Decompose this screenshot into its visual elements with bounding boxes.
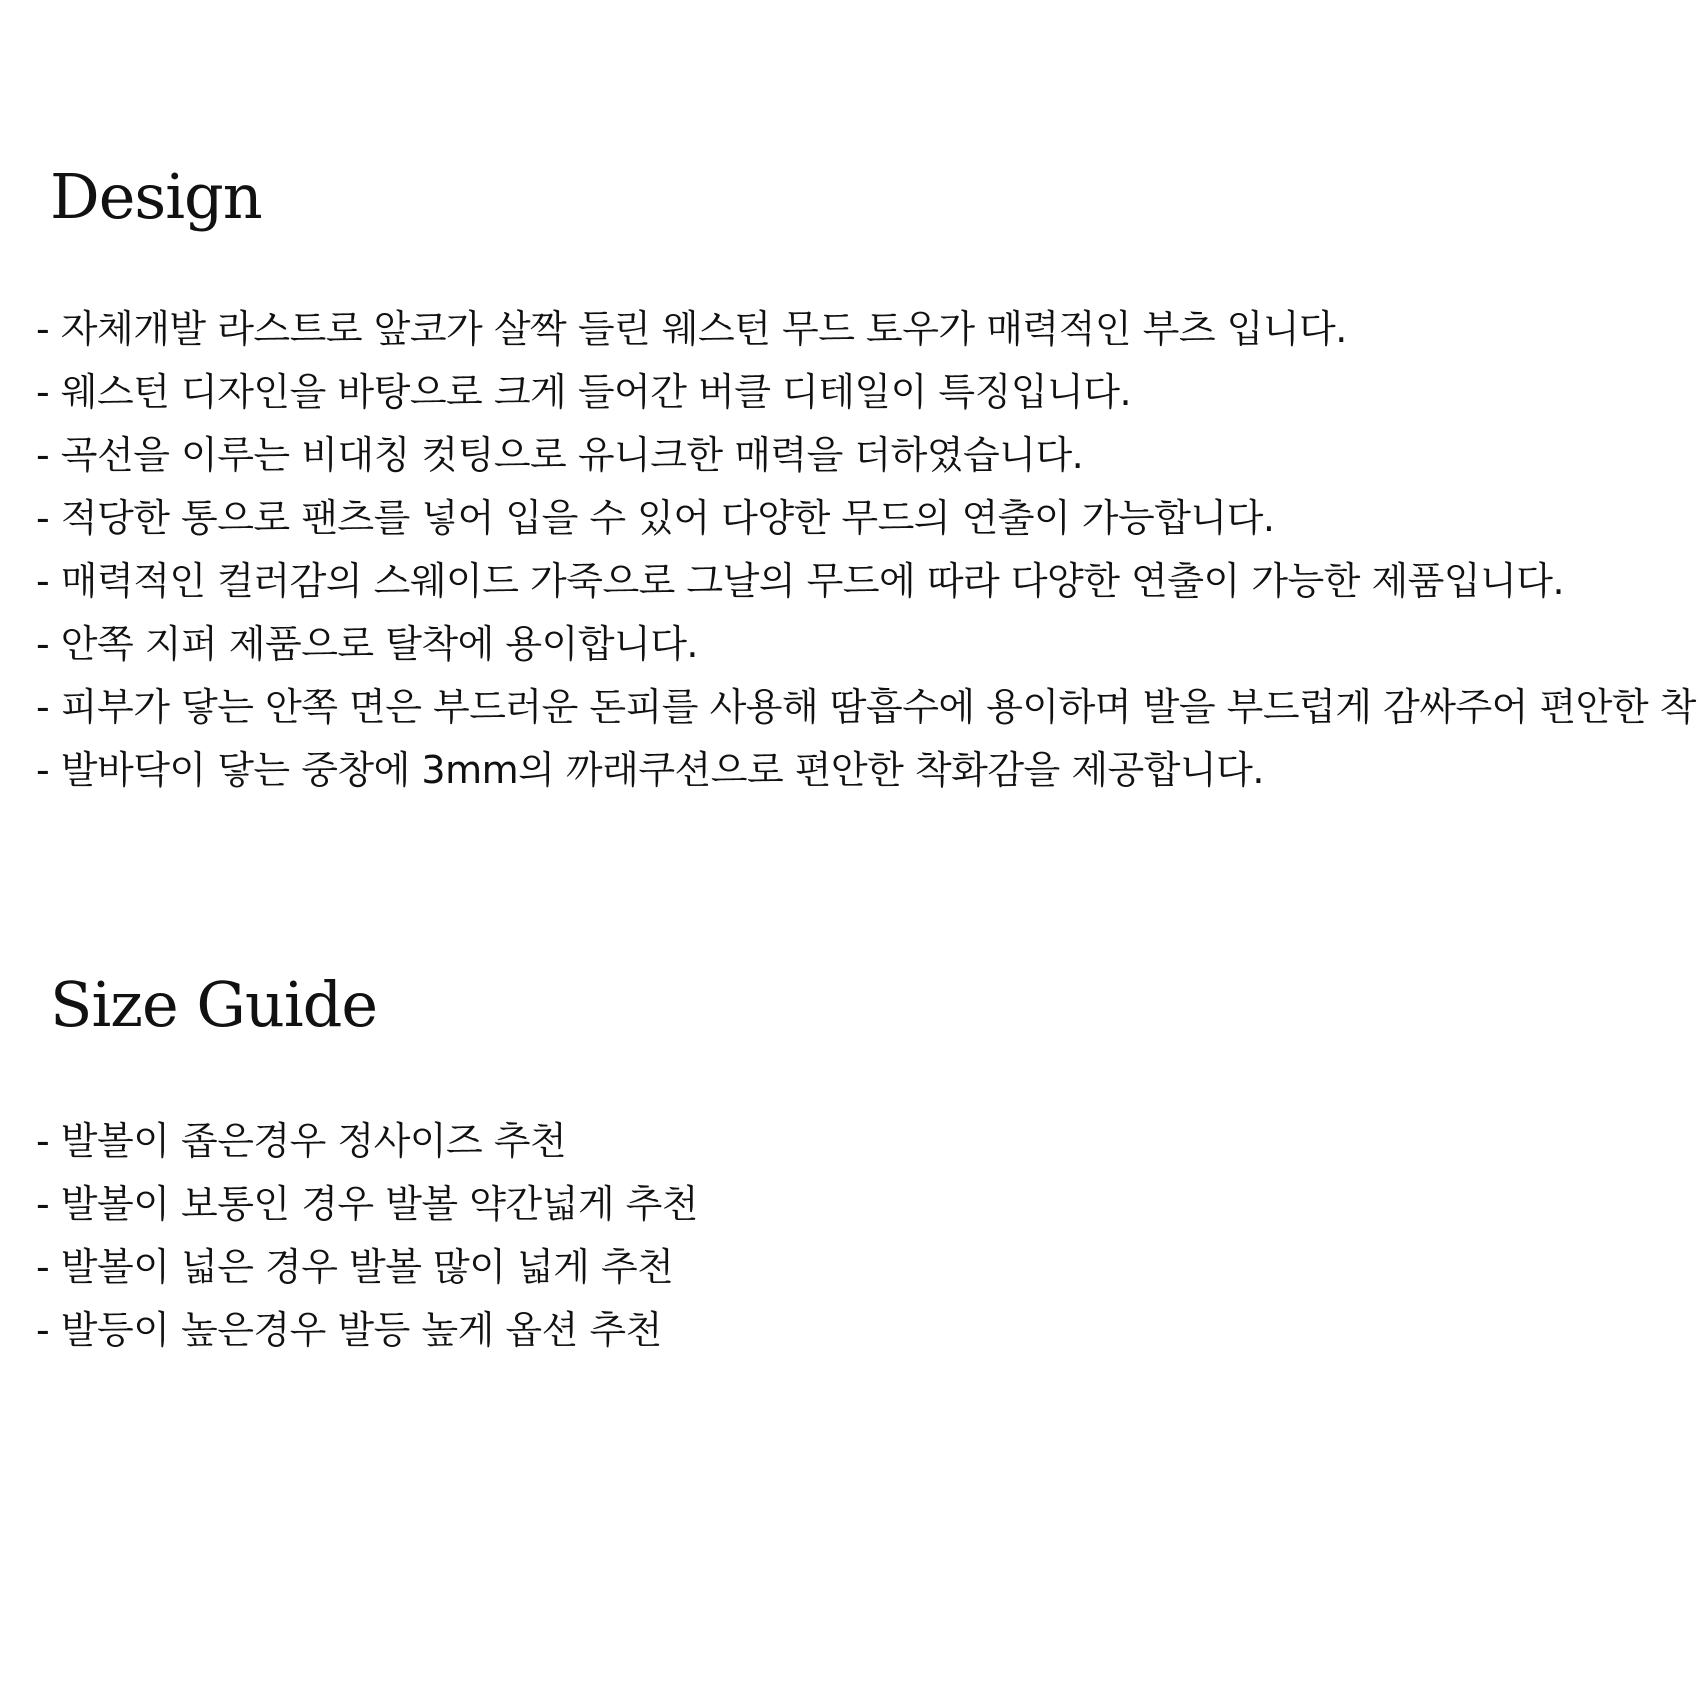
design-feature-item: - 웨스턴 디자인을 바탕으로 크게 들어간 버클 디테일이 특징입니다. — [36, 370, 1132, 414]
design-feature-list — [36, 298, 1701, 802]
design-feature-item: - 자체개발 라스트로 앞코가 살짝 들린 웨스턴 무드 토우가 매력적인 부츠 입니다. — [36, 307, 1347, 351]
size-guide-item: - 발볼이 넓은 경우 발볼 많이 넓게 추천 — [36, 1245, 674, 1289]
size-guide-item: - 발볼이 보통인 경우 발볼 약간넓게 추천 — [36, 1182, 699, 1226]
design-feature-item: - 곡선을 이루는 비대칭 컷팅으로 유니크한 매력을 더하였습니다. — [36, 433, 1084, 477]
size-guide-item: - 발볼이 좁은경우 정사이즈 추천 — [36, 1119, 567, 1163]
design-feature-item: - 발바닥이 닿는 중창에 3mm의 까래쿠션으로 편안한 착화감을 제공합니다. — [36, 748, 1264, 792]
design-feature-item: - 안쪽 지퍼 제품으로 탈착에 용이합니다. — [36, 622, 699, 666]
design-feature-item: - 적당한 통으로 팬츠를 넣어 입을 수 있어 다양한 무드의 연출이 가능합니다. — [36, 496, 1275, 540]
design-feature-item: - 매력적인 컬러감의 스웨이드 가죽으로 그날의 무드에 따라 다양한 연출이 가능한 제품입니다. — [36, 559, 1565, 603]
design-heading: Design — [50, 160, 262, 233]
design-feature-item: - 피부가 닿는 안쪽 면은 부드러운 돈피를 사용해 땀흡수에 용이하며 발을 부드럽게 감싸주어 편안한 착 — [36, 685, 1696, 729]
size-guide-list — [36, 1110, 1701, 1362]
size-guide-item: - 발등이 높은경우 발등 높게 옵션 추천 — [36, 1308, 662, 1352]
size-guide-heading: Size Guide — [50, 968, 378, 1041]
